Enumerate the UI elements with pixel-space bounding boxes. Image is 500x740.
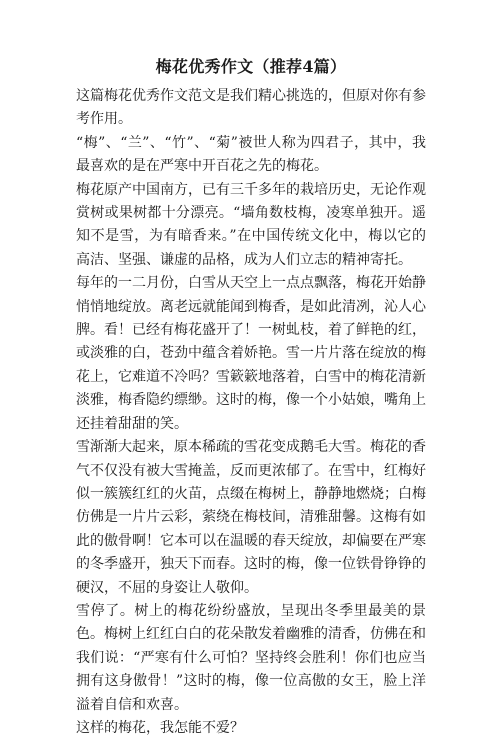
paragraph-four-gentlemen: “梅”、“兰”、“竹”、“菊”被世人称为四君子，其中，我最喜欢的是在严寒中开百花之先的梅花。 (76, 134, 426, 175)
paragraph-intro: 这篇梅花优秀作文范文是我们精心挑选的，但原对你有参考作用。 (76, 88, 426, 128)
paragraph-closing: 这样的梅花，我怎能不爱？ (76, 719, 244, 736)
paragraph-heavy-snow: 雪渐渐大起来，原本稀疏的雪花变成鹅毛大雪。梅花的香气不仅没有被大雪掩盖，反而更浓郁了。在雪中，红梅好似一簇簇红红的火苗，点缀在梅树上，静静地燃烧；白梅仿佛是一片片云彩，萦绕在梅枝间，清雅甜馨。这梅有如此的傲骨啊！它本可以在温暖的春天绽放，却偏要在严寒的冬季盛开，独天下而春。这时的梅，像一位铁骨铮铮的硬汉，不屈的身姿让人敬仰。 (76, 439, 426, 596)
document-page (76, 56, 426, 740)
paragraph-snow-stops: 雪停了。树上的梅花纷纷盛放，呈现出冬季里最美的景色。梅树上红红白白的花朵散发着幽雅的清香，仿佛在和我们说：“严寒有什么可怕？坚持终会胜利！你们也应当拥有这身傲骨！”这时的梅，像一位高傲的女王，脸上洋溢着自信和欢喜。 (76, 602, 426, 713)
paragraph-origin: 梅花原产中国南方，已有三千多年的栽培历史，无论作观赏树或果树都十分漂亮。“墙角数枝梅，凌寒单独开。遥知不是雪，为有暗香来。”在中国传统文化中，梅以它的高洁、坚强、谦虚的品格，成为人们立志的精神寄托。 (76, 181, 426, 268)
paragraph-early-bloom: 每年的一二月份，白雪从天空上一点点飘落，梅花开始静悄悄地绽放。离老远就能闻到梅香，是如此清冽，沁人心脾。看！已经有梅花盛开了！一树虬枝，着了鲜艳的红，或淡雅的白，苍劲中蕴含着娇艳。雪一片片落在绽放的梅花上，它难道不冷吗？雪簌簌地落着，白雪中的梅花清新淡雅，梅香隐约缥缈。这时的梅，像一个小姑娘，嘴角上还挂着甜甜的笑。 (76, 275, 426, 432)
document-title: 梅花优秀作文（推荐4篇） (155, 57, 347, 76)
